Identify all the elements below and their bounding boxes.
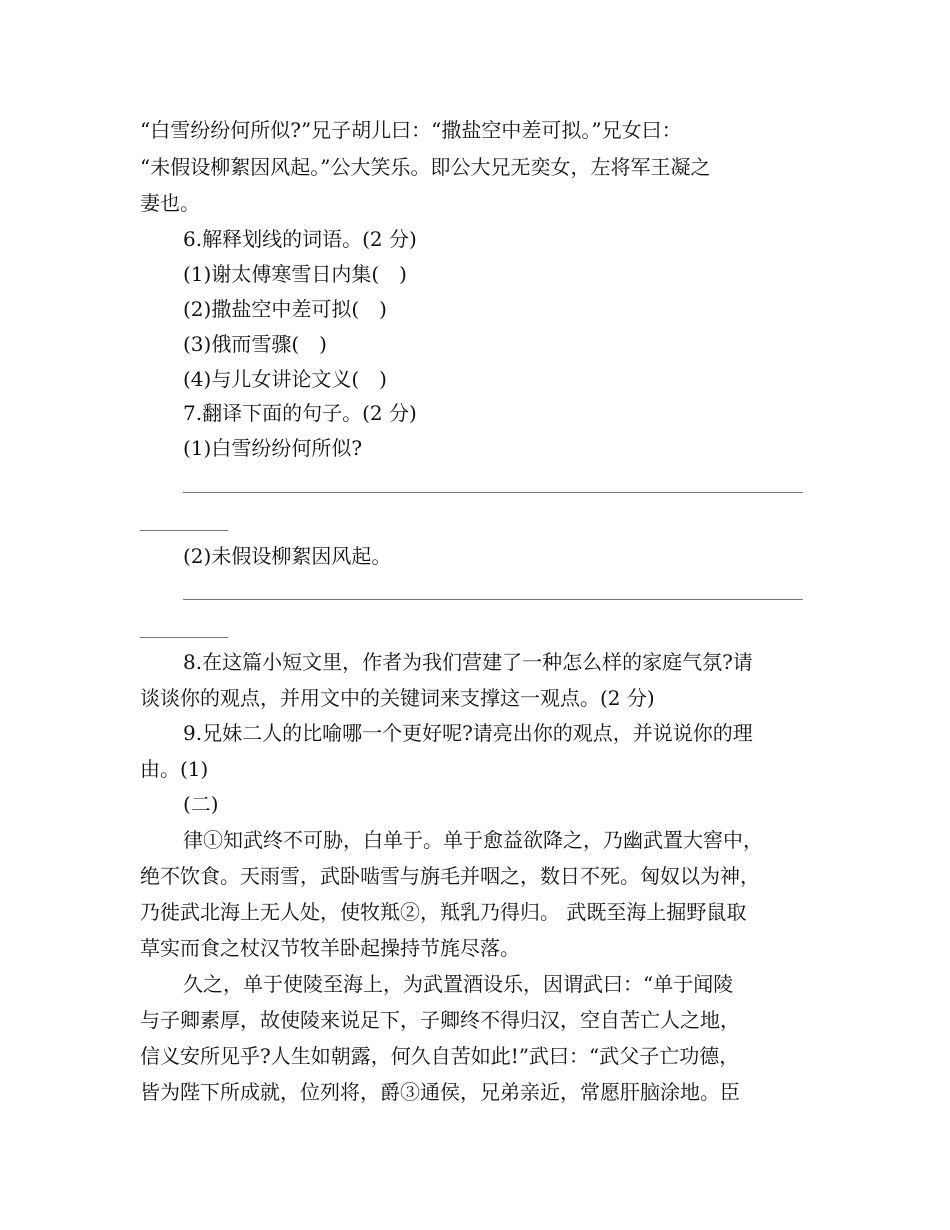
question-9-line-1: 9.兄妹二人的比喻哪一个更好呢?请亮出你的观点，并说说你的理 bbox=[183, 721, 753, 745]
passage-one-line-1: “白雪纷纷何所似?”兄子胡儿曰：“撒盐空中差可拟。”兄女曰： bbox=[140, 118, 682, 142]
question-6-item-2: (2)撒盐空中差可拟( ) bbox=[183, 297, 387, 321]
question-8-line-1: 8.在这篇小短文里，作者为我们营建了一种怎么样的家庭气氛?请 bbox=[183, 650, 753, 674]
question-6-item-1: (1)谢太傅寒雪日内集( ) bbox=[183, 262, 407, 286]
question-9-line-2: 由。(1) bbox=[140, 757, 209, 781]
section-two-para-1-line-3: 乃徙武北海上无人处，使牧羝②，羝乳乃得归。 武既至海上掘野鼠取 bbox=[140, 900, 747, 924]
answer-line-7-1-continued bbox=[140, 530, 228, 531]
section-two-para-1-line-4: 草实而食之杖汉节牧羊卧起操持节旄尽落。 bbox=[140, 936, 520, 960]
answer-line-7-2-continued bbox=[140, 637, 228, 638]
question-6-title: 6.解释划线的词语。(2 分) bbox=[183, 227, 417, 251]
question-8-line-2: 谈谈你的观点，并用文中的关键词来支撑这一观点。(2 分) bbox=[140, 686, 655, 710]
section-two-para-2-line-3: 信义安所见乎?人生如朝露，何久自苦如此!”武曰：“武父子亡功德， bbox=[140, 1044, 740, 1068]
passage-one-line-3: 妻也。 bbox=[140, 191, 200, 215]
answer-line-7-2 bbox=[183, 599, 803, 600]
question-6-item-3: (3)俄而雪骤( ) bbox=[183, 332, 327, 356]
section-two-para-2-line-4: 皆为陛下所成就，位列将，爵③通侯，兄弟亲近，常愿肝脑涂地。臣 bbox=[140, 1080, 740, 1104]
question-6-item-4: (4)与儿女讲论文义( ) bbox=[183, 367, 387, 391]
section-two-para-2-line-2: 与子卿素厚，故使陵来说足下，子卿终不得归汉，空自苦亡人之地， bbox=[140, 1008, 740, 1032]
section-two-heading: (二) bbox=[183, 792, 219, 816]
question-7-item-1: (1)白雪纷纷何所似? bbox=[183, 436, 363, 460]
section-two-para-1-line-2: 绝不饮食。天雨雪，武卧啮雪与旃毛并咽之，数日不死。匈奴以为神， bbox=[140, 864, 760, 888]
question-7-item-2: (2)未假设柳絮因风起。 bbox=[183, 544, 392, 568]
section-two-para-2-line-1: 久之，单于使陵至海上，为武置酒设乐，因谓武曰：“单于闻陵 bbox=[183, 972, 734, 996]
answer-line-7-1 bbox=[183, 492, 803, 493]
section-two-para-1-line-1: 律①知武终不可胁，白单于。单于愈益欲降之，乃幽武置大窖中， bbox=[183, 828, 763, 852]
question-7-title: 7.翻译下面的句子。(2 分) bbox=[183, 401, 417, 425]
passage-one-line-2: “未假设柳絮因风起。”公大笑乐。即公大兄无奕女，左将军王凝之 bbox=[140, 155, 711, 179]
